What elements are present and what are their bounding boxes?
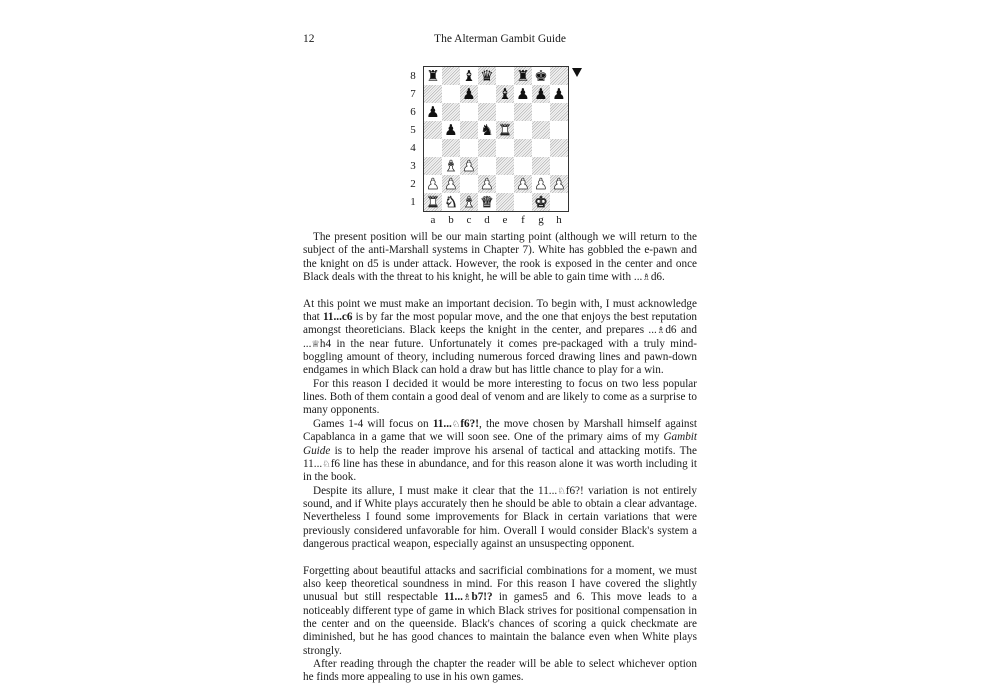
square-g6 <box>532 103 550 121</box>
text-run: in games5 and 6. This move leads to a noticeably different type of game in which Black strives for positional compensation in the center and on the queenside. Black's chances of scoring a quick checkmate are diminished, but he has good chances to maintain the balance even when White plays strongly. <box>303 591 697 657</box>
square-g8 <box>532 67 550 85</box>
black-pawn-icon: ♟ <box>426 103 440 121</box>
file-label-b: b <box>448 214 454 226</box>
move-notation: f6?! <box>460 417 479 430</box>
square-c8 <box>460 67 478 85</box>
square-h6 <box>550 103 568 121</box>
square-b2 <box>442 175 460 193</box>
square-h7 <box>550 85 568 103</box>
square-b6 <box>442 103 460 121</box>
square-d6 <box>478 103 496 121</box>
square-c1 <box>460 193 478 211</box>
square-d7 <box>478 85 496 103</box>
square-f5 <box>514 121 532 139</box>
rank-label-6: 6 <box>410 106 416 118</box>
square-g5 <box>532 121 550 139</box>
rank-label-7: 7 <box>410 88 416 100</box>
move-notation: 11... <box>443 591 463 604</box>
book-title: Gambit Guide <box>303 431 697 457</box>
white-pawn-icon: ♟ <box>516 175 530 193</box>
square-d3 <box>478 157 496 175</box>
text-run: is to help the reader improve his arsenal of tactical and attacking motifs. The 11... <box>303 444 697 470</box>
square-e4 <box>496 139 514 157</box>
square-g2 <box>532 175 550 193</box>
square-g1 <box>532 193 550 211</box>
square-c7 <box>460 85 478 103</box>
paragraph <box>303 658 697 685</box>
square-a4 <box>424 139 442 157</box>
figurine-icon: ♗ <box>462 592 472 604</box>
black-bishop-icon: ♝ <box>498 85 512 103</box>
white-queen-icon: ♛ <box>480 193 494 211</box>
square-f8 <box>514 67 532 85</box>
square-c6 <box>460 103 478 121</box>
square-e2 <box>496 175 514 193</box>
move-notation: 11...c6 <box>322 311 353 324</box>
paragraph <box>303 298 697 378</box>
square-d5 <box>478 121 496 139</box>
black-pawn-icon: ♟ <box>516 85 530 103</box>
square-f3 <box>514 157 532 175</box>
file-label-h: h <box>556 214 562 226</box>
text-run: For this reason I decided it would be more interesting to focus on two less popular lines. Both of them contain a good deal of venom and are likely to come as a surprise to many opponents. <box>303 377 697 417</box>
file-label-c: c <box>466 214 472 226</box>
square-e6 <box>496 103 514 121</box>
square-g3 <box>532 157 550 175</box>
square-a5 <box>424 121 442 139</box>
figurine-icon: ♘ <box>557 485 566 497</box>
white-pawn-icon: ♟ <box>534 175 548 193</box>
square-e1 <box>496 193 514 211</box>
rank-label-1: 1 <box>410 196 416 208</box>
black-knight-icon: ♞ <box>480 121 494 139</box>
white-knight-icon: ♞ <box>444 193 458 211</box>
square-h1 <box>550 193 568 211</box>
chess-board <box>423 66 569 212</box>
text-run: d6. <box>650 271 665 284</box>
white-rook-icon: ♜ <box>498 121 512 139</box>
square-f7 <box>514 85 532 103</box>
paragraph <box>303 418 697 485</box>
white-rook-icon: ♜ <box>426 193 440 211</box>
square-b7 <box>442 85 460 103</box>
square-a6 <box>424 103 442 121</box>
black-pawn-icon: ♟ <box>534 85 548 103</box>
file-label-e: e <box>502 214 508 226</box>
square-b1 <box>442 193 460 211</box>
rank-label-4: 4 <box>410 142 416 154</box>
text-run: f6?! variation is not entirely sound, and if White plays accurately then he should be able to obtain a clear advantage. Nevertheless I found some improvements for Black in certain variations that were previously considered unfavorable for him. Overall I would consider Black's system a dangerous practical weapon, especially against an unsuspecting opponent. <box>303 484 698 550</box>
file-label-a: a <box>430 214 436 226</box>
rank-label-8: 8 <box>410 70 416 82</box>
white-pawn-icon: ♟ <box>462 157 476 175</box>
square-d2 <box>478 175 496 193</box>
figurine-icon: ♗ <box>656 325 666 337</box>
square-d4 <box>478 139 496 157</box>
page-number: 12 <box>303 33 315 45</box>
square-e5 <box>496 121 514 139</box>
rank-label-2: 2 <box>410 178 416 190</box>
square-c3 <box>460 157 478 175</box>
square-h2 <box>550 175 568 193</box>
white-bishop-icon: ♝ <box>444 157 458 175</box>
square-c2 <box>460 175 478 193</box>
square-h3 <box>550 157 568 175</box>
black-king-icon: ♚ <box>534 67 548 85</box>
black-rook-icon: ♜ <box>426 67 440 85</box>
square-b5 <box>442 121 460 139</box>
square-b3 <box>442 157 460 175</box>
square-g4 <box>532 139 550 157</box>
black-bishop-icon: ♝ <box>462 67 476 85</box>
text-run: is by far the most popular move, and the one that enjoys the best reputation amongst theoreticians. Black keeps the knight in the center, and prepares ... <box>303 311 698 337</box>
white-pawn-icon: ♟ <box>426 175 440 193</box>
text-run: After reading through the chapter the reader will be able to select whichever option he finds more appealing to use in his own games. <box>303 658 697 684</box>
square-a7 <box>424 85 442 103</box>
square-b4 <box>442 139 460 157</box>
figurine-icon: ♗ <box>642 272 651 284</box>
text-run: Games 1-4 will focus on <box>313 417 433 430</box>
figurine-icon: ♕ <box>311 338 320 350</box>
text-run: Forgetting about beautiful attacks and sacrificial combinations for a moment, we must also keep theoretical soundness in mind. For this reason I have covered the slightly unusual but still respectable <box>303 564 697 604</box>
move-notation: b7!? <box>471 591 493 604</box>
white-pawn-icon: ♟ <box>444 175 458 193</box>
white-king-icon: ♚ <box>534 193 548 211</box>
white-pawn-icon: ♟ <box>480 175 494 193</box>
black-pawn-icon: ♟ <box>462 85 476 103</box>
rank-label-5: 5 <box>410 124 416 136</box>
file-label-f: f <box>521 214 525 226</box>
text-run: The present position will be our main starting point (although we will return to the subject of the anti-Marshall systems in Chapter 7). White has gobbled the e-pawn and the knight on d5 is under attack. However, the rook is exposed in the center and once Black deals with the threat to his knight, he will be able to gain time with ... <box>303 231 697 284</box>
figurine-icon: ♘ <box>451 418 461 430</box>
paragraph <box>303 485 697 552</box>
file-label-d: d <box>484 214 490 226</box>
square-b8 <box>442 67 460 85</box>
square-d1 <box>478 193 496 211</box>
square-a8 <box>424 67 442 85</box>
rank-label-3: 3 <box>410 160 416 172</box>
square-d8 <box>478 67 496 85</box>
square-h5 <box>550 121 568 139</box>
square-c5 <box>460 121 478 139</box>
square-c4 <box>460 139 478 157</box>
black-queen-icon: ♛ <box>480 67 494 85</box>
figurine-icon: ♘ <box>322 458 331 470</box>
square-a3 <box>424 157 442 175</box>
chess-diagram <box>400 62 600 232</box>
white-bishop-icon: ♝ <box>462 193 476 211</box>
text-run: d6 and ... <box>303 324 697 350</box>
square-e7 <box>496 85 514 103</box>
square-f4 <box>514 139 532 157</box>
square-a1 <box>424 193 442 211</box>
square-e8 <box>496 67 514 85</box>
body-text <box>303 231 697 685</box>
square-f6 <box>514 103 532 121</box>
black-to-move-triangle-icon <box>572 68 582 77</box>
square-f1 <box>514 193 532 211</box>
square-g7 <box>532 85 550 103</box>
text-run: , the move chosen by Marshall himself against Capablanca in a game that we will soon see. One of the primary aims of my <box>303 417 697 444</box>
file-label-g: g <box>538 214 544 226</box>
text-run: h4 in the near future. Unfortunately it comes pre-packaged with a truly mind-boggling amount of theory, including numerous forced drawing lines and pawn-down endgames in which Black can hold a draw but has little chance to play for a win. <box>303 337 697 377</box>
square-f2 <box>514 175 532 193</box>
running-title: The Alterman Gambit Guide <box>434 33 566 45</box>
text-run: f6 line has these in abundance, and for this reason alone it was worth including it in the book. <box>303 457 697 484</box>
square-a2 <box>424 175 442 193</box>
square-e3 <box>496 157 514 175</box>
text-run: Despite its allure, I must make it clear that the 11... <box>313 484 558 497</box>
black-rook-icon: ♜ <box>516 67 530 85</box>
paragraph <box>303 378 697 418</box>
black-pawn-icon: ♟ <box>552 85 566 103</box>
paragraph <box>303 565 697 658</box>
square-h4 <box>550 139 568 157</box>
text-run: At this point we must make an important decision. To begin with, I must acknowledge that <box>303 297 697 324</box>
square-h8 <box>550 67 568 85</box>
paragraph <box>303 231 697 284</box>
white-pawn-icon: ♟ <box>552 175 566 193</box>
black-pawn-icon: ♟ <box>444 121 458 139</box>
move-notation: 11... <box>432 417 452 430</box>
